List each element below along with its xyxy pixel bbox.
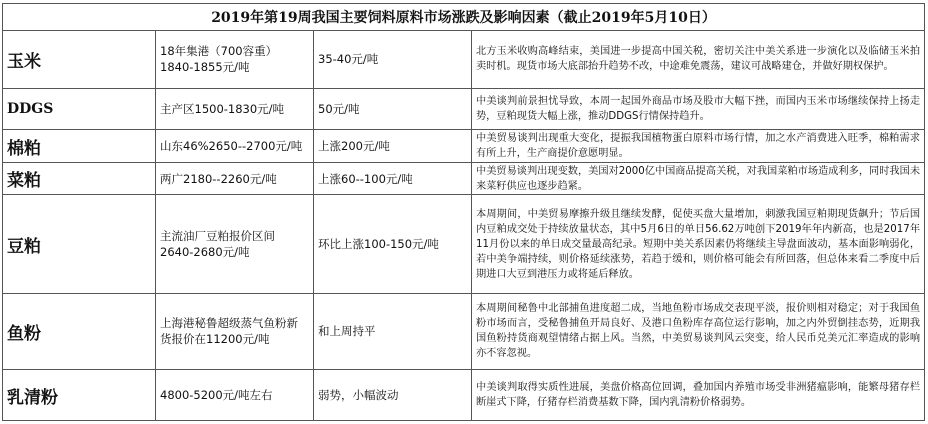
table-row <box>3 88 925 129</box>
item-name: 鱼粉 <box>3 293 156 370</box>
item-factors: 北方玉米收购高峰结束，美国进一步提高中国关税，密切关注中美关系进一步演化以及临储玉米拍卖时机。现货市场大底部抬升趋势不改，中途难免震荡，建议可战略建仓，并做好期权保护。 <box>472 30 925 88</box>
item-price: 主产区1500-1830元/吨 <box>156 88 314 129</box>
item-price: 18年集港（700容重） 1840-1855元/吨 <box>156 30 314 88</box>
item-change: 和上周持平 <box>314 293 472 370</box>
item-change: 环比上涨100-150元/吨 <box>314 195 472 293</box>
item-name: DDGS <box>3 88 156 129</box>
table-row <box>3 293 925 370</box>
item-price: 4800-5200元/吨左右 <box>156 370 314 421</box>
item-price: 两广2180--2260元/吨 <box>156 163 314 195</box>
item-price: 主流油厂豆粕报价区间 2640-2680元/吨 <box>156 195 314 293</box>
table-row <box>3 130 925 163</box>
table-title: 2019年第19周我国主要饲料原料市场涨跌及影响因素（截止2019年5月10日） <box>3 4 925 31</box>
table-row <box>3 195 925 293</box>
table-row <box>3 370 925 421</box>
market-table <box>2 3 925 421</box>
item-name: 菜粕 <box>3 163 156 195</box>
item-factors: 中美谈判取得实质性进展，美盘价格高位回调，叠加国内养殖市场受非洲猪瘟影响，能繁母猪存栏断崖式下降，仔猪存栏消费基数下降，国内乳清粉价格弱势。 <box>472 370 925 421</box>
item-change: 上涨60--100元/吨 <box>314 163 472 195</box>
item-price: 山东46%2650--2700元/吨 <box>156 130 314 163</box>
item-name: 玉米 <box>3 30 156 88</box>
table-row <box>3 163 925 195</box>
item-name: 豆粕 <box>3 195 156 293</box>
table-row <box>3 30 925 88</box>
item-factors: 本周期间，中美贸易摩擦升级且继续发酵，促使买盘大量增加，刺激我国豆粕期现货飙升；节后国内豆粕成交处于持续放量状态，其中5月6日的单日56.62万吨创下2019年年内新高，也是2017年11月份以来的单日成交量最高纪录。短期中美关系因素仍将继续主导盘面波动，基本面影响弱化，若中美争端持续，则价格延续涨势，若趋于缓和，则价格可能会有所回落，但总体来看二季度中后期进口大豆到港压力或将延后释放。 <box>472 195 925 293</box>
item-change: 50元/吨 <box>314 88 472 129</box>
item-change: 35-40元/吨 <box>314 30 472 88</box>
title-row <box>3 4 925 31</box>
item-price: 上海港秘鲁超级蒸气鱼粉新货报价在11200元/吨 <box>156 293 314 370</box>
item-change: 上涨200元/吨 <box>314 130 472 163</box>
item-factors: 中美贸易谈判出现变数，美国对2000亿中国商品提高关税，对我国菜粕市场造成利多，同时我国未来菜籽供应也逐步趋紧。 <box>472 163 925 195</box>
item-factors: 中美贸易谈判出现重大变化，提振我国植物蛋白原料市场行情，加之水产消费进入旺季，棉粕需求有所上升，生产商提价意愿明显。 <box>472 130 925 163</box>
item-change: 弱势，小幅波动 <box>314 370 472 421</box>
item-name: 乳清粉 <box>3 370 156 421</box>
item-name: 棉粕 <box>3 130 156 163</box>
item-factors: 本周期间秘鲁中北部捕鱼进度超二成，当地鱼粉市场成交表现平淡，报价则相对稳定；对于我国鱼粉市场而言，受秘鲁捕鱼开局良好、及港口鱼粉库存高位运行影响，加之内外贸倒挂态势，近期我国鱼粉持货商观望情绪占据上风。当然，中美贸易谈判风云突变，给人民币兑美元汇率造成的影响亦不容忽视。 <box>472 293 925 370</box>
item-factors: 中美谈判前景担忧导致，本周一起国外商品市场及股市大幅下挫，而国内玉米市场继续保持上扬走势，豆粕现货大幅上涨，推动DDGS行情保持趋升。 <box>472 88 925 129</box>
